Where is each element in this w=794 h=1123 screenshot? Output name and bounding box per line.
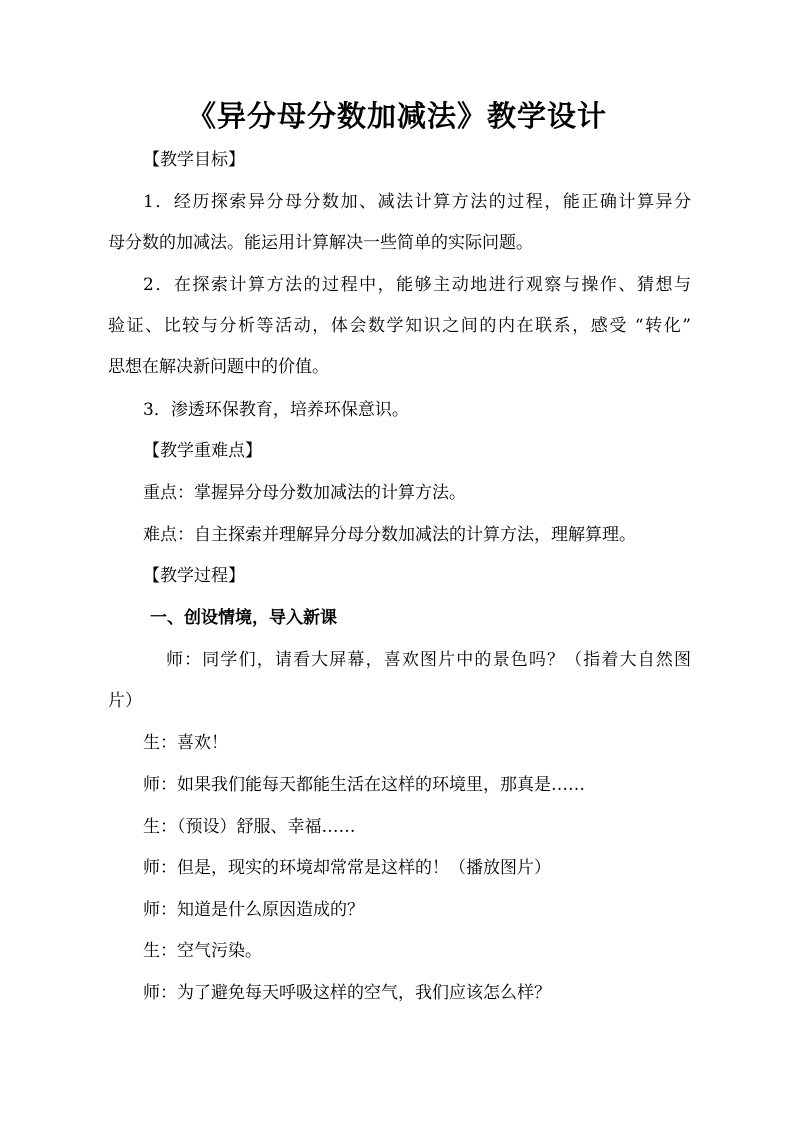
- section-heading-process: 【教学过程】: [143, 566, 245, 586]
- objective-2-line-1: 2．在探索计算方法的过程中，能够主动地进行观察与操作、猜想与: [143, 275, 691, 295]
- dialog-2: 生：喜欢！: [143, 733, 228, 753]
- objective-1-line-2: 母分数的加减法。能运用计算解决一些简单的实际问题。: [108, 233, 533, 253]
- dialog-1-line-1: 师：同学们，请看大屏幕，喜欢图片中的景色吗？（指着大自然图: [166, 650, 691, 670]
- objective-2-line-2: 验证、比较与分析等活动，体会数学知识之间的内在联系，感受 “转化”: [108, 316, 691, 336]
- dialog-3: 师：如果我们能每天都能生活在这样的环境里，那真是……: [143, 775, 585, 795]
- dialog-5: 师：但是，现实的环境却常常是这样的！（播放图片）: [143, 858, 551, 878]
- objective-3: 3．渗透环保教育，培养环保意识。: [143, 400, 409, 420]
- objective-1-line-1: 1．经历探索异分母分数加、减法计算方法的过程，能正确计算异分: [143, 192, 691, 212]
- dialog-7: 生：空气污染。: [143, 941, 262, 961]
- dialog-8: 师：为了避免每天呼吸这样的空气，我们应该怎么样？: [143, 983, 551, 1003]
- dialog-4: 生：（预设）舒服、幸福……: [143, 817, 356, 837]
- dialog-6: 师：知道是什么原因造成的？: [143, 900, 364, 920]
- section-heading-key-points: 【教学重难点】: [143, 441, 262, 461]
- section-heading-objectives: 【教学目标】: [143, 150, 245, 170]
- dialog-1-line-2: 片）: [108, 691, 142, 711]
- key-point: 重点：掌握异分母分数加减法的计算方法。: [143, 483, 466, 503]
- objective-2-line-3: 思想在解决新问题中的价值。: [108, 357, 329, 377]
- document-title: 《异分母分数加减法》教学设计: [186, 99, 607, 133]
- difficulty-point: 难点：自主探索并理解异分母分数加减法的计算方法，理解算理。: [143, 525, 636, 545]
- step-1-heading: 一、创设情境，导入新课: [150, 608, 337, 628]
